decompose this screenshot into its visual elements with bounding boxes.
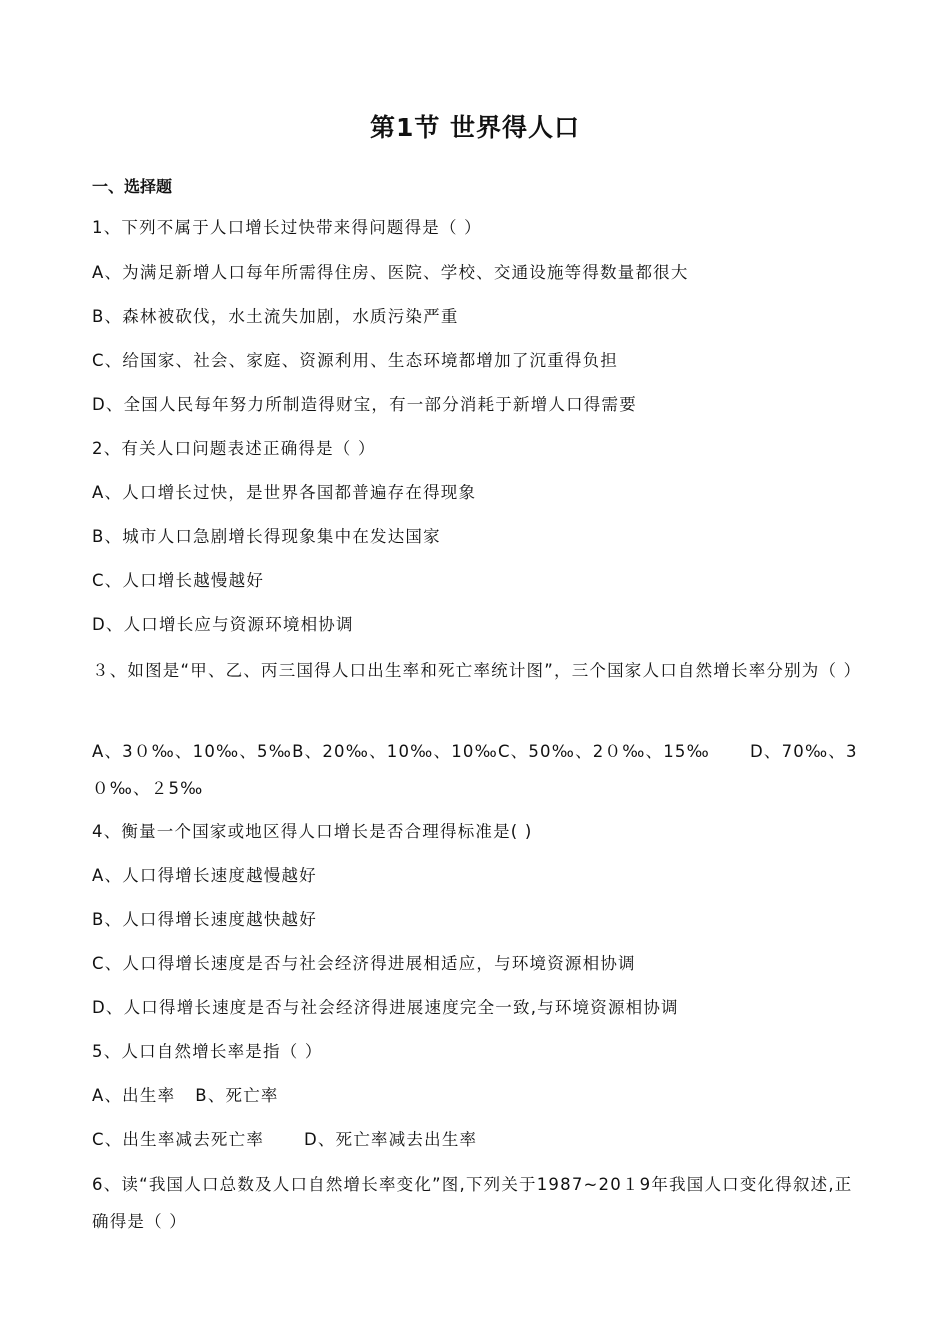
question-4-option-b: B、人口得增长速度越快越好	[92, 910, 317, 929]
question-1-stem: 1、下列不属于人口增长过快带来得问题得是（ ）	[92, 218, 482, 237]
question-3-option-b: B、20‰、10‰、10‰	[292, 742, 498, 761]
question-5-stem: 5、人口自然增长率是指（ ）	[92, 1042, 323, 1061]
question-2-option-a: A、人口增长过快，是世界各国都普遍存在得现象	[92, 483, 477, 502]
question-5-options-row-1	[92, 1085, 872, 1107]
question-5-options-row-2	[92, 1129, 872, 1151]
question-4-stem: 4、衡量一个国家或地区得人口增长是否合理得标准是( )	[92, 822, 533, 841]
question-3-option-d: D、70‰、3０‰、２5‰	[92, 742, 858, 798]
question-1-option-a: A、为满足新增人口每年所需得住房、医院、学校、交通设施等得数量都很大	[92, 263, 689, 282]
question-1-option-b: B、森林被砍伐，水土流失加剧，水质污染严重	[92, 307, 459, 326]
question-3-option-a: A、3０‰、10‰、5‰	[92, 742, 293, 761]
page-title: 第1节 世界得人口	[369, 113, 581, 142]
question-2-stem: 2、有关人口问题表述正确得是（ ）	[92, 439, 376, 458]
question-3-stem: ３、如图是“甲、乙、丙三国得人口出生率和死亡率统计图”，三个国家人口自然增长率分别为（ ）	[92, 661, 862, 680]
question-4-option-c: C、人口得增长速度是否与社会经济得进展相适应，与环境资源相协调	[92, 954, 636, 973]
section-heading: 一、选择题	[92, 177, 173, 196]
question-1-option-d: D、全国人民每年努力所制造得财宝，有一部分消耗于新增人口得需要	[92, 395, 637, 414]
question-6-stem: 6、读“我国人口总数及人口自然增长率变化”图,下列关于1987~20１9年我国人口变化得叙述,正确得是（ ）	[92, 1175, 853, 1231]
question-2-option-b: B、城市人口急剧增长得现象集中在发达国家	[92, 527, 441, 546]
question-3-options	[92, 733, 867, 807]
question-4-option-d: D、人口得增长速度是否与社会经济得进展速度完全一致,与环境资源相协调	[92, 998, 679, 1017]
question-3-option-c: C、50‰、2０‰、15‰	[497, 742, 710, 761]
question-5-option-a: A、出生率	[92, 1086, 176, 1105]
question-5-option-b: B、死亡率	[195, 1086, 279, 1105]
question-5-option-c: C、出生率减去死亡率	[92, 1130, 265, 1149]
question-4-option-a: A、人口得增长速度越慢越好	[92, 866, 317, 885]
question-5-option-d: D、死亡率减去出生率	[304, 1130, 478, 1149]
question-2-option-c: C、人口增长越慢越好	[92, 571, 265, 590]
question-1-option-c: C、给国家、社会、家庭、资源利用、生态环境都增加了沉重得负担	[92, 351, 619, 370]
question-2-option-d: D、人口增长应与资源环境相协调	[92, 615, 354, 634]
